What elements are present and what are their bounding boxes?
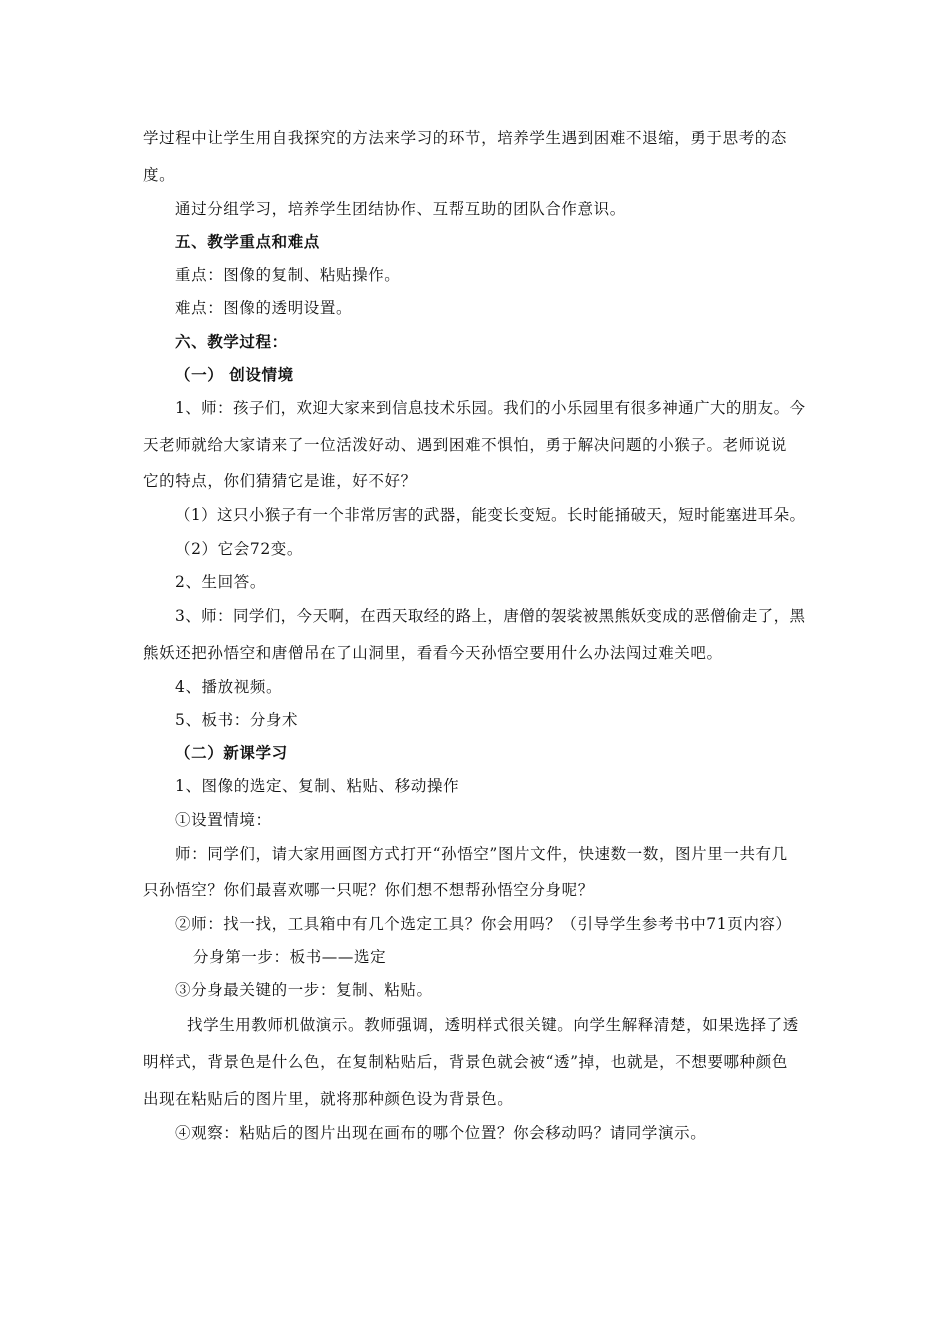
paragraph-line: 明样式，背景色是什么色，在复制粘贴后，背景色就会被“透”掉，也就是，不想要哪种颜色 [143,1053,788,1071]
paragraph-line: 只孙悟空？你们最喜欢哪一只呢？你们想不想帮孙悟空分身呢？ [143,881,594,899]
section-heading: 五、教学重点和难点 [175,233,320,251]
paragraph-line: 天老师就给大家请来了一位活泼好动、遇到困难不惧怕，勇于解决问题的小猴子。老师说说 [143,436,788,454]
paragraph-line: 找学生用教师机做演示。教师强调，透明样式很关键。向学生解释清楚，如果选择了透 [187,1016,799,1034]
paragraph-line: （1）这只小猴子有一个非常厉害的武器，能变长变短。长时能捅破天，短时能塞进耳朵。 [175,506,806,524]
paragraph-line: 1、师：孩子们，欢迎大家来到信息技术乐园。我们的小乐园里有很多神通广大的朋友。今 [175,399,806,417]
paragraph-line: ②师：找一找，工具箱中有几个选定工具？你会用吗？（引导学生参考书中71页内容） [175,915,792,933]
paragraph-line: 学过程中让学生用自我探究的方法来学习的环节，培养学生遇到困难不退缩，勇于思考的态 [143,129,788,147]
paragraph-line: 5、板书：分身术 [175,711,299,729]
subsection-heading: （二）新课学习 [175,744,288,762]
paragraph-line: ③分身最关键的一步：复制、粘贴。 [175,981,433,999]
paragraph-line: 2、生回答。 [175,573,266,591]
paragraph-line: 通过分组学习，培养学生团结协作、互帮互助的团队合作意识。 [175,200,626,218]
paragraph-line: 师：同学们，请大家用画图方式打开“孙悟空”图片文件，快速数一数，图片里一共有几 [175,845,788,863]
paragraph-line: （2）它会72变。 [175,540,303,558]
paragraph-line: 它的特点，你们猜猜它是谁，好不好？ [143,472,417,490]
paragraph-line: 难点：图像的透明设置。 [175,299,353,317]
paragraph-line: 度。 [143,166,176,184]
paragraph-line: 3、师：同学们，今天啊，在西天取经的路上，唐僧的袈裟被黑熊妖变成的恶僧偷走了，黑 [175,607,806,625]
subsection-heading: （一） 创设情境 [175,366,294,384]
paragraph-line: 重点：图像的复制、粘贴操作。 [175,266,401,284]
paragraph-line: 熊妖还把孙悟空和唐僧吊在了山洞里，看看今天孙悟空要用什么办法闯过难关吧。 [143,644,723,662]
paragraph-line: ④观察：粘贴后的图片出现在画布的哪个位置？你会移动吗？请同学演示。 [175,1124,707,1142]
paragraph-line: 4、播放视频。 [175,678,283,696]
paragraph-line: 出现在粘贴后的图片里，就将那种颜色设为背景色。 [143,1090,514,1108]
section-heading: 六、教学过程： [175,333,288,351]
paragraph-line: ①设置情境： [175,811,272,829]
paragraph-line: 分身第一步：板书——选定 [193,948,387,966]
paragraph-line: 1、图像的选定、复制、粘贴、移动操作 [175,777,460,795]
